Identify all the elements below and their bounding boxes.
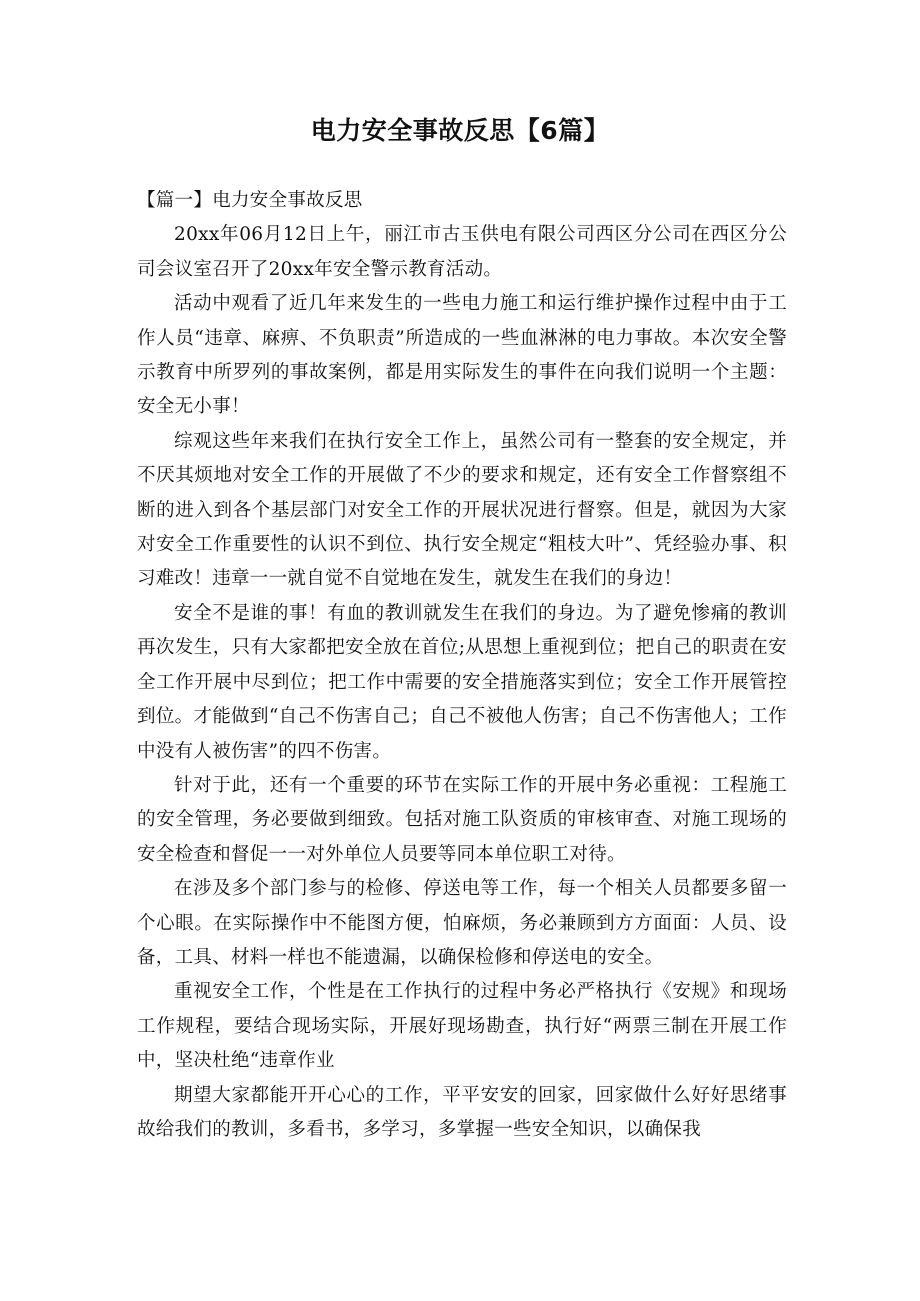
paragraph-4: 安全不是谁的事！有血的教训就发生在我们的身边。为了避免惨痛的教训再次发生，只有大家都把安全放在首位;从思想上重视到位；把自己的职责在安全工作开展中尽到位；把工作中需要的安全措施落实到位；安全工作开展管控到位。才能做到“自己不伤害自己；自己不被他人伤害；自己不伤害他人；工作中没有人被伤害”的四不伤害。 [137, 602, 787, 762]
section-heading: 【篇一】电力安全事故反思 [137, 190, 363, 211]
paragraph-5: 针对于此，还有一个重要的环节在实际工作的开展中务必重视：工程施工的安全管理，务必要做到细致。包括对施工队资质的审核审查、对施工现场的安全检查和督促一一对外单位人员要等同本单位职工对待。 [137, 774, 787, 865]
document-body [137, 184, 787, 1147]
paragraph-7: 重视安全工作，个性是在工作执行的过程中务必严格执行《安规》和现场工作规程，要结合现场实际，开展好现场勘查，执行好“两票三制在开展工作中，坚决杜绝“违章作业 [137, 981, 787, 1072]
paragraph-8: 期望大家都能开开心心的工作，平平安安的回家，回家做什么好好思绪事故给我们的教训，多看书，多学习，多掌握一些安全知识，以确保我 [137, 1084, 787, 1140]
paragraph-6: 在涉及多个部门参与的检修、停送电等工作，每一个相关人员都要多留一个心眼。在实际操作中不能图方便，怕麻烦，务必兼顾到方方面面：人员、设备，工具、材料一样也不能遗漏，以确保检修和停送电的安全。 [137, 878, 787, 968]
paragraph-3: 综观这些年来我们在执行安全工作上，虽然公司有一整套的安全规定，并不厌其烦地对安全工作的开展做了不少的要求和规定，还有安全工作督察组不断的进入到各个基层部门对安全工作的开展状况进行督察。但是，就因为大家对安全工作重要性的认识不到位、执行安全规定“粗枝大叶”、凭经验办事、积习难改！违章一一就自觉不自觉地在发生，就发生在我们的身边！ [137, 430, 787, 590]
paragraph-2: 活动中观看了近几年来发生的一些电力施工和运行维护操作过程中由于工作人员“违章、麻痹、不负职责”所造成的一些血淋淋的电力事故。本次安全警示教育中所罗列的事故案例，都是用实际发生的事件在向我们说明一个主题：安全无小事！ [137, 293, 787, 418]
paragraph-1: 20xx年06月12日上午，丽江市古玉供电有限公司西区分公司在西区分公司会议室召开了20xx年安全警示教育活动。 [137, 224, 787, 280]
document-title: 电力安全事故反思【6篇】 [310, 116, 610, 145]
